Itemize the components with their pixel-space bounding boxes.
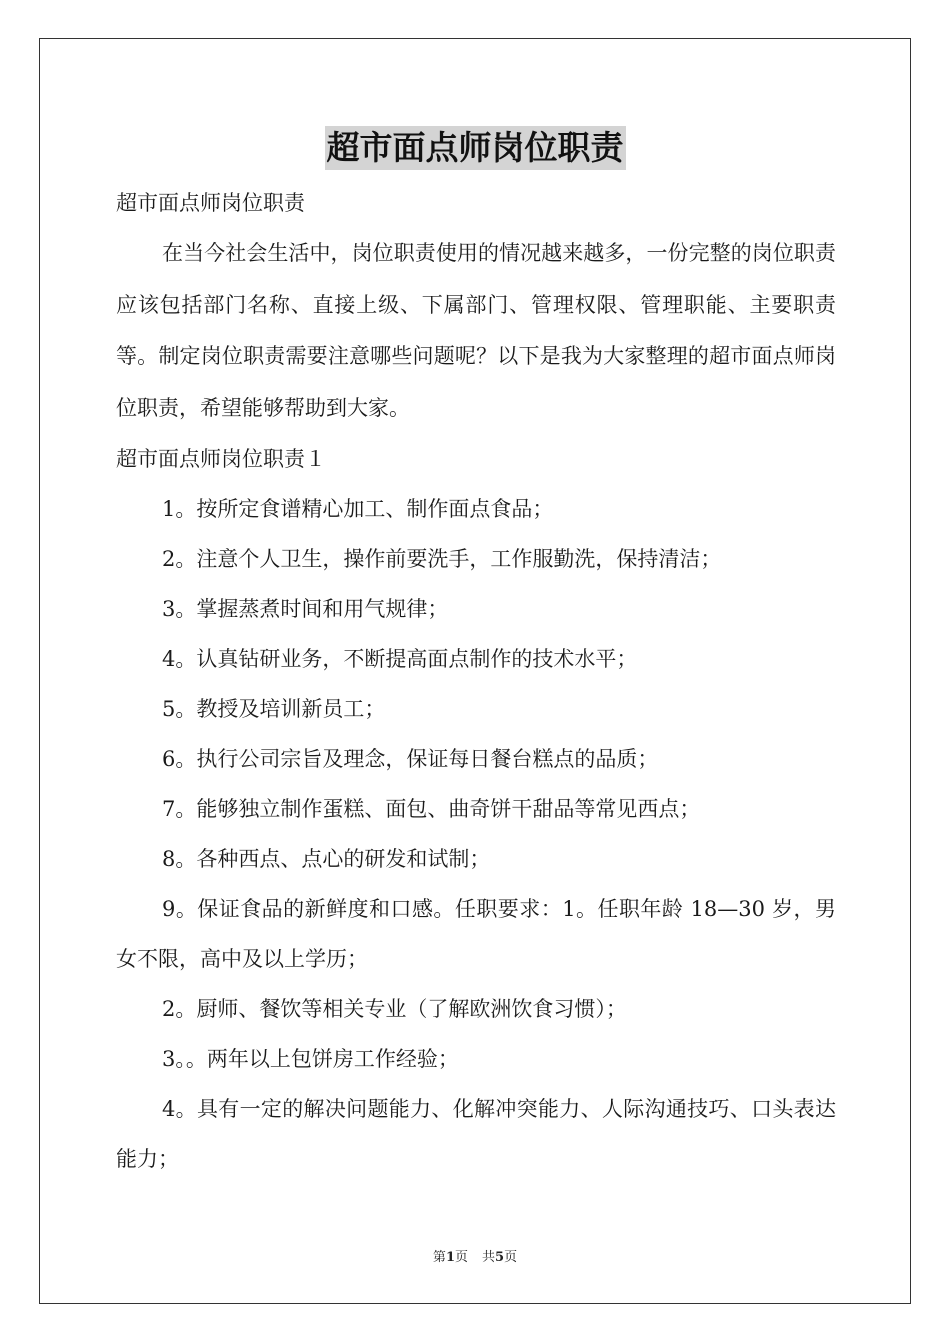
document-body [116,178,836,1184]
total-suffix: 页 [504,1250,518,1265]
page-footer [0,1246,950,1265]
duty-item: 2。注意个人卫生，操作前要洗手，工作服勤洗，保持清洁； [162,547,722,571]
duty-item: 7。能够独立制作蛋糕、面包、曲奇饼干甜品等常见西点； [162,797,701,821]
total-pages: 5 [495,1250,505,1265]
duty-item: 4。认真钻研业务，不断提高面点制作的技术水平； [162,647,638,671]
duty-item: 3。掌握蒸煮时间和用气规律； [162,597,449,621]
page-prefix: 第 [432,1250,446,1265]
duty-item: 5。教授及培训新员工； [162,697,386,721]
page-suffix: 页 [454,1250,468,1265]
document-title: 超市面点师岗位职责 [325,126,626,170]
requirement-item: 3。。两年以上包饼房工作经验； [162,1047,459,1071]
duty-item: 1。按所定食谱精心加工、制作面点食品； [162,497,554,521]
page-number: 1 [445,1250,455,1265]
duty-item: 8。各种西点、点心的研发和试制； [162,847,491,871]
duty-item: 6。执行公司宗旨及理念，保证每日餐台糕点的品质； [162,747,659,771]
document-subtitle: 超市面点师岗位职责 [116,191,305,215]
duty-item: 9。保证食品的新鲜度和口感。任职要求：1。任职年龄 18—30 岁，男女不限，高中及以上学历； [116,897,836,971]
requirement-item: 2。厨师、餐饮等相关专业（了解欧洲饮食习惯）； [162,997,627,1021]
intro-paragraph: 在当今社会生活中，岗位职责使用的情况越来越多，一份完整的岗位职责应该包括部门名称、直接上级、下属部门、管理权限、管理职能、主要职责等。制定岗位职责需要注意哪些问题呢？以下是我为大家整理的超市面点师岗位职责，希望能够帮助到大家。 [116,241,836,420]
section-heading: 超市面点师岗位职责１ [116,447,326,471]
requirement-item: 4。具有一定的解决问题能力、化解冲突能力、人际沟通技巧、口头表达能力； [116,1097,836,1171]
title-container [0,126,950,170]
total-prefix: 共 [482,1250,496,1265]
